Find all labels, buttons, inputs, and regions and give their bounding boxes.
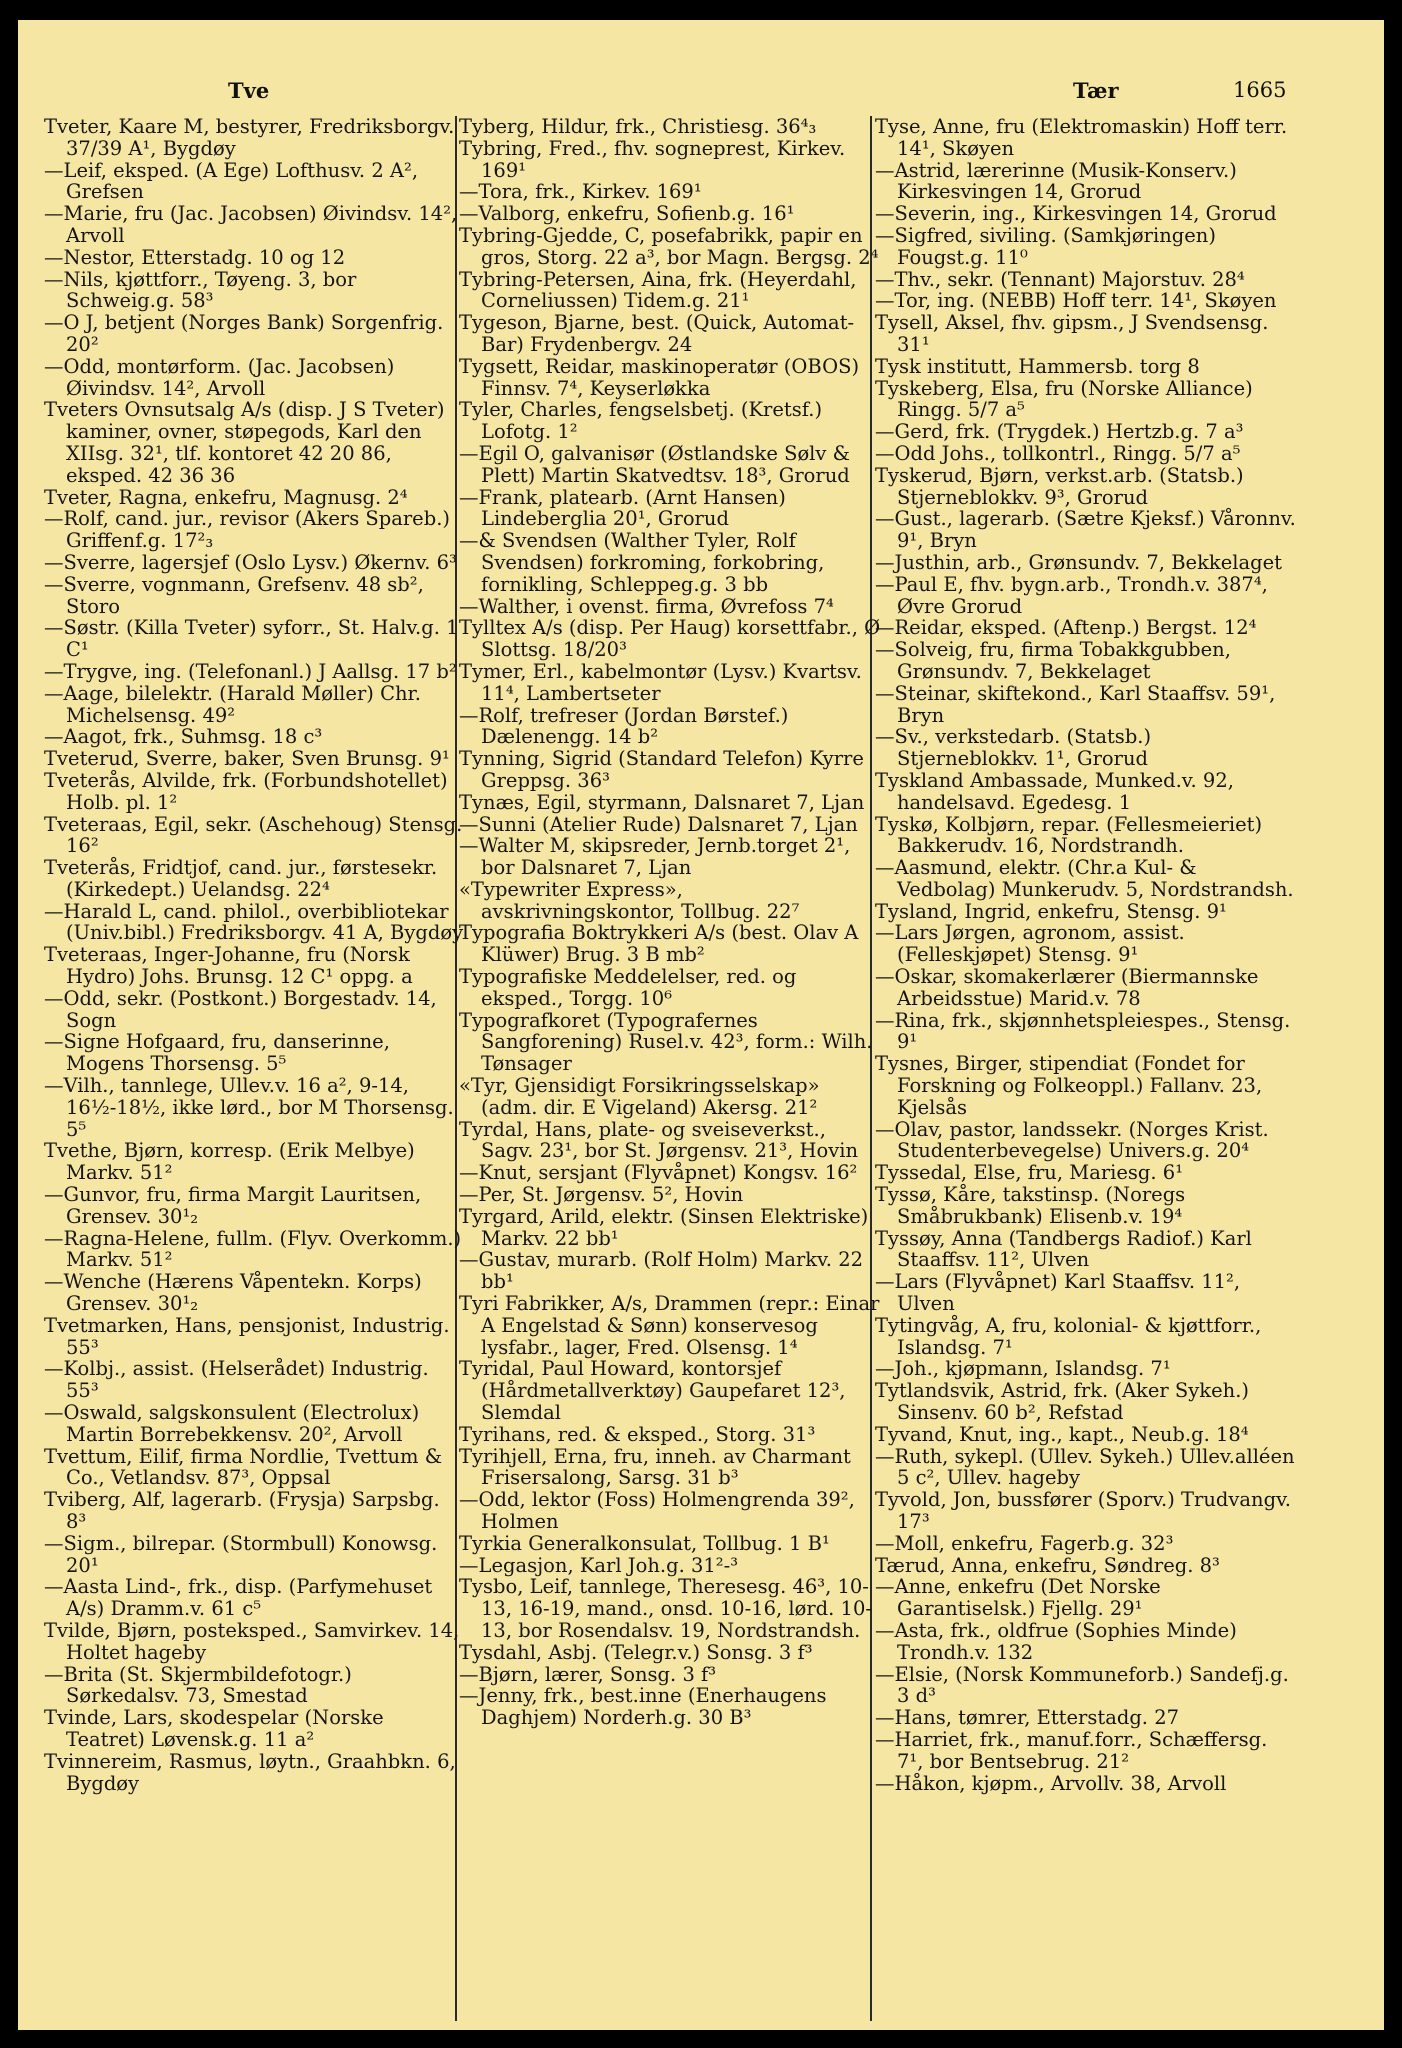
directory-entry: —Harald L, cand. philol., overbibliotekar (Univ.bibl.) Fredriksborgv. 41 A, Bygdøy <box>44 899 464 945</box>
directory-entry: Tveterås, Fridtjof, cand. jur., førstesekr. (Kirkedept.) Uelandsg. 22⁴ <box>44 856 438 901</box>
directory-entry: —Aasmund, elektr. (Chr.a Kul- & Vedbolag) Munkerudv. 5, Nordstrandsh. <box>875 856 1294 901</box>
directory-entry: —Olav, pastor, landssekr. (Norges Krist. Studenterbevegelse) Univers.g. 20⁴ <box>875 1117 1269 1163</box>
directory-entry: Tynning, Sigrid (Standard Telefon) Kyrre Greppsg. 36³ <box>459 747 864 792</box>
directory-entry: Tyberg, Hildur, frk., Christiesg. 36⁴₃ <box>459 116 817 138</box>
directory-entry: —Paul E, fhv. bygn.arb., Trondh.v. 387⁴, Øvre Grorud <box>875 572 1268 618</box>
directory-entry: Tyssøy, Anna (Tandbergs Radiof.) Karl Staaffsv. 11², Ulven <box>875 1226 1252 1272</box>
directory-entry: —Bjørn, lærer, Sonsg. 3 f³ <box>459 1662 717 1686</box>
directory-entry: —Solveig, fru, firma Tobakkgubben, Grønsundv. 7, Bekkelaget <box>875 638 1231 683</box>
directory-entry: —Gust., lagerarb. (Sætre Kjeksf.) Våronnv. 9¹, Bryn <box>875 507 1296 553</box>
directory-entry: Tvilde, Bjørn, posteksped., Samvirkev. 14, Holtet hageby <box>44 1618 460 1664</box>
directory-entry: Tveter, Kaare M, bestyrer, Fredriksborgv. 37/39 A¹, Bygdøy <box>44 116 455 160</box>
directory-entry: Typografiske Meddelelser, red. og eksped., Torgg. 10⁶ <box>459 965 797 1010</box>
header-left-guide-word: Tve <box>228 78 270 103</box>
directory-entry: Tyskerud, Bjørn, verkst.arb. (Statsb.) Stjerneblokkv. 9³, Grorud <box>875 463 1244 509</box>
directory-entry: Tvettum, Eilif, firma Nordlie, Tvettum & Co., Vetlandsv. 87³, Oppsal <box>44 1444 443 1490</box>
directory-entry: Tymer, Erl., kabelmontør (Lysv.) Kvartsv. 11⁴, Lambertseter <box>459 659 862 705</box>
directory-entry: —Sverre, vognmann, Grefsenv. 48 sb², Storo <box>44 572 424 618</box>
directory-entry: —Lars Jørgen, agronom, assist. (Felleskjøpet) Stensg. 9¹ <box>875 921 1185 967</box>
directory-entry: Tygeson, Bjarne, best. (Quick, Automat-Bar) Frydenbergv. 24 <box>459 311 855 356</box>
directory-entry: —Håkon, kjøpm., Arvollv. 38, Arvoll <box>875 1771 1227 1795</box>
directory-entry: —Astrid, lærerinne (Musik-Konserv.) Kirkesvingen 14, Grorud <box>875 158 1237 204</box>
directory-entry: Tviberg, Alf, lagerarb. (Frysja) Sarpsbg. 8³ <box>44 1488 440 1533</box>
directory-entry: —Anne, enkefru (Det Norske Garantiselsk.) Fjellg. 29¹ <box>875 1575 1161 1621</box>
page-number: 1665 <box>1233 78 1287 102</box>
directory-entry: —Sverre, lagersjef (Oslo Lysv.) Økernv. 6³ <box>44 550 457 574</box>
directory-entry: —Odd, lektor (Foss) Holmengrenda 39², Holmen <box>459 1488 855 1533</box>
directory-entry: Tvinde, Lars, skodespelar (Norske Teatret) Løvensk.g. 11 a² <box>44 1706 384 1751</box>
directory-entry: —Walther, i ovenst. firma, Øvrefoss 7⁴ <box>459 594 834 618</box>
directory-entry: —Ruth, sykepl. (Ullev. Sykeh.) Ullev.alléen 5 c², Ullev. hageby <box>875 1444 1295 1490</box>
directory-entry: Tyskø, Kolbjørn, repar. (Fellesmeieriet) Bakkerudv. 16, Nordstrandh. <box>875 812 1263 858</box>
directory-entry: —Hans, tømrer, Etterstadg. 27 <box>875 1706 1180 1730</box>
directory-entry: —Egil O, galvanisør (Østlandske Sølv & Plett) Martin Skatvedtsv. 18³, Grorud <box>459 441 850 487</box>
directory-entry: Tynæs, Egil, styrmann, Dalsnaret 7, Ljan <box>459 790 865 814</box>
directory-entry: Tyri Fabrikker, A/s, Drammen (repr.: Einar A Engelstad & Sønn) konservesog lysfabr., lager, Fred. Olsensg. 1⁴ <box>459 1292 880 1359</box>
directory-entry: —Signe Hofgaard, fru, danserinne, Mogens Thorsensg. 5⁵ <box>44 1030 390 1076</box>
directory-entry: —O J, betjent (Norges Bank) Sorgenfrig. 20² <box>44 311 444 356</box>
directory-entry: —Jenny, frk., best.inne (Enerhaugens Daghjem) Norderh.g. 30 B³ <box>459 1684 827 1730</box>
directory-entry: —Severin, ing., Kirkesvingen 14, Grorud <box>875 202 1277 226</box>
directory-entry: Tveterås, Alvilde, frk. (Forbundshotellet) Holb. pl. 1² <box>44 768 448 814</box>
column-right <box>875 116 1297 2021</box>
directory-entry: —Nestor, Etterstadg. 10 og 12 <box>44 245 346 269</box>
directory-entry: —Gustav, murarb. (Rolf Holm) Markv. 22 bb¹ <box>459 1248 864 1294</box>
directory-entry: Tveterud, Sverre, baker, Sven Brunsg. 9¹ <box>44 747 450 771</box>
directory-entry: —Odd, sekr. (Postkont.) Borgestadv. 14, Sogn <box>44 986 437 1032</box>
header-center-guide-word: Tær <box>1073 78 1119 103</box>
directory-entry: —Marie, fru (Jac. Jacobsen) Øivindsv. 14², Arvoll <box>44 202 458 247</box>
directory-entry: —Legasjon, Karl Joh.g. 31²-³ <box>459 1553 739 1577</box>
directory-entry: «Tyr, Gjensidigt Forsikringsselskap» (adm. dir. E Vigeland) Akersg. 21² <box>459 1074 820 1119</box>
directory-entry: —Asta, frk., oldfrue (Sophies Minde) Trondh.v. 132 <box>875 1618 1237 1664</box>
directory-entry: —Rolf, trefreser (Jordan Børstef.) Dælenengg. 14 b² <box>459 703 789 749</box>
directory-entry: —Vilh., tannlege, Ullev.v. 16 a², 9-14, 16½-18½, ikke lørd., bor M Thorsensg. 5⁵ <box>44 1074 454 1141</box>
directory-entry: —Frank, platearb. (Arnt Hansen) Lindeberglia 20¹, Grorud <box>459 485 786 531</box>
directory-entry: Tyse, Anne, fru (Elektromaskin) Hoff terr. 14¹, Skøyen <box>875 116 1288 160</box>
directory-entry: Tysland, Ingrid, enkefru, Stensg. 9¹ <box>875 899 1227 923</box>
directory-entry: Tysnes, Birger, stipendiat (Fondet for Forskning og Folkeoppl.) Fallanv. 23, Kjelsås <box>875 1052 1263 1119</box>
directory-entry: Tvetmarken, Hans, pensjonist, Industrig. 55³ <box>44 1313 450 1359</box>
directory-entry: Tygsett, Reidar, maskinoperatør (OBOS) Finnsv. 7⁴, Keyserløkka <box>459 354 860 400</box>
directory-entry: —Oskar, skomakerlærer (Biermannske Arbeidsstue) Marid.v. 78 <box>875 965 1259 1010</box>
directory-entry: Typografia Boktrykkeri A/s (best. Olav A Klüwer) Brug. 3 B mb² <box>459 921 859 967</box>
directory-entry: —Ragna-Helene, fullm. (Flyv. Overkomm.) Markv. 51² <box>44 1226 462 1272</box>
directory-entry: Tærud, Anna, enkefru, Søndreg. 8³ <box>875 1553 1220 1577</box>
directory-entry: Tybring, Fred., fhv. sogneprest, Kirkev. 169¹ <box>459 136 846 182</box>
directory-entry: Tyvold, Jon, bussfører (Sporv.) Trudvangv. 17³ <box>875 1488 1291 1533</box>
directory-entry: —Gunvor, fru, firma Margit Lauritsen, Grensev. 30¹₂ <box>44 1183 422 1228</box>
directory-entry: Tveteraas, Inger-Johanne, fru (Norsk Hydro) Johs. Brunsg. 12 C¹ oppg. a <box>44 943 413 989</box>
directory-entry: Tytlandsvik, Astrid, frk. (Aker Sykeh.) Sinsenv. 60 b², Refstad <box>875 1379 1250 1425</box>
directory-entry: —Oswald, salgskonsulent (Electrolux) Martin Borrebekkensv. 20², Arvoll <box>44 1401 420 1446</box>
directory-entry: —& Svendsen (Walther Tyler, Rolf Svendsen) forkroming, forkobring, fornikling, Schleppeg.g. 3 bb <box>459 529 825 596</box>
directory-entry: —Lars (Flyvåpnet) Karl Staaffsv. 11², Ulven <box>875 1270 1241 1316</box>
directory-entry: —Valborg, enkefru, Sofienb.g. 16¹ <box>459 202 795 226</box>
directory-entry: —Odd, montørform. (Jac. Jacobsen) Øivindsv. 14², Arvoll <box>44 354 395 400</box>
directory-entry: Tyssedal, Else, fru, Mariesg. 6¹ <box>875 1161 1184 1185</box>
directory-entry: Tyler, Charles, fengselsbetj. (Kretsf.) Lofotg. 1² <box>459 398 823 444</box>
directory-entry: —Tor, ing. (NEBB) Hoff terr. 14¹, Skøyen <box>875 289 1277 313</box>
directory-entry: —Justhin, arb., Grønsundv. 7, Bekkelaget <box>875 550 1282 574</box>
directory-entry: Tysdahl, Asbj. (Telegr.v.) Sonsg. 3 f³ <box>459 1640 813 1664</box>
directory-entry: Tytingvåg, A, fru, kolonial- & kjøttforr., Islandsg. 7¹ <box>875 1313 1262 1359</box>
directory-entry: Tveteraas, Egil, sekr. (Aschehoug) Stensg. 16² <box>44 812 463 858</box>
directory-entry: —Tora, frk., Kirkev. 169¹ <box>459 180 702 204</box>
directory-entry: Tybring-Petersen, Aina, frk. (Heyerdahl, Corneliussen) Tidem.g. 21¹ <box>459 267 857 313</box>
page-header <box>18 78 1384 114</box>
directory-entry: Tyssø, Kåre, takstinsp. (Noregs Småbrukbank) Elisenb.v. 19⁴ <box>875 1183 1186 1228</box>
directory-entry: Tyskland Ambassade, Munked.v. 92, handelsavd. Egedesg. 1 <box>875 768 1234 814</box>
directory-entry: Tyrdal, Hans, plate- og sveiseverkst., Sagv. 23¹, bor St. Jørgensv. 21³, Hovin <box>459 1117 859 1163</box>
directory-page <box>18 20 1384 2030</box>
directory-entry: Tveter, Ragna, enkefru, Magnusg. 2⁴ <box>44 485 408 509</box>
directory-entry: —Kolbj., assist. (Helserådet) Industrig. 55³ <box>44 1357 429 1403</box>
directory-entry: Tvethe, Bjørn, korresp. (Erik Melbye) Markv. 51² <box>44 1139 415 1185</box>
directory-entry: —Harriet, frk., manuf.forr., Schæffersg. 7¹, bor Bentsebrug. 21² <box>875 1727 1268 1773</box>
directory-entry: —Joh., kjøpmann, Islandsg. 7¹ <box>875 1357 1171 1381</box>
directory-entry: —Odd Johs., tollkontrl., Ringg. 5/7 a⁵ <box>875 441 1241 465</box>
directory-entry: —Leif, eksped. (A Ege) Lofthusv. 2 A², Grefsen <box>44 158 419 204</box>
directory-entry: Typografkoret (Typografernes Sangforening) Rusel.v. 42³, form.: Wilh. Tønsager <box>459 1008 873 1076</box>
directory-entry: —Steinar, skiftekond., Karl Staaffsv. 59¹, Bryn <box>875 681 1276 727</box>
directory-entry: —Aage, bilelektr. (Harald Møller) Chr. Michelsensg. 49² <box>44 681 421 727</box>
directory-entry: —Brita (St. Skjermbildefotogr.) Sørkedalsv. 73, Smestad <box>44 1662 352 1708</box>
directory-entry: Tybring-Gjedde, C, posefabrikk, papir en gros, Storg. 22 a³, bor Magn. Bergsg. 2⁴ <box>459 223 879 269</box>
directory-entry: —Walter M, skipsreder, Jernb.torget 2¹, bor Dalsnaret 7, Ljan <box>459 834 851 880</box>
directory-entry: —Aagot, frk., Suhmsg. 18 c³ <box>44 725 323 749</box>
directory-entry: —Sigm., bilrepar. (Stormbull) Konowsg. 20¹ <box>44 1531 438 1577</box>
directory-entry: Tysbo, Leif, tannlege, Theresesg. 46³, 10-13, 16-19, mand., onsd. 10-16, lørd. 10-13, bor Rosendalsv. 19, Nordstrandsh. <box>459 1575 872 1642</box>
directory-entry: —Søstr. (Killa Tveter) syforr., St. Halv.g. 1 C¹ <box>44 616 459 662</box>
directory-entry: Tyrihjell, Erna, fru, inneh. av Charmant Frisersalong, Sarsg. 31 b³ <box>459 1444 851 1490</box>
directory-entry: —Wenche (Hærens Våpentekn. Korps) Grensev. 30¹₂ <box>44 1270 422 1316</box>
directory-entry: —Rina, frk., skjønnhetspleiespes., Stensg. 9¹ <box>875 1008 1291 1054</box>
directory-entry: —Elsie, (Norsk Kommuneforb.) Sandefj.g. 3 d³ <box>875 1662 1289 1708</box>
directory-entry: Tvinnereim, Rasmus, løytn., Graahbkn. 6, Bygdøy <box>44 1749 456 1795</box>
directory-entry: —Gerd, frk. (Trygdek.) Hertzb.g. 7 a³ <box>875 420 1244 444</box>
column-left <box>44 116 465 2021</box>
directory-entry: Tyrgard, Arild, elektr. (Sinsen Elektriske) Markv. 22 bb¹ <box>459 1204 869 1250</box>
directory-entry: —Moll, enkefru, Fagerb.g. 32³ <box>875 1531 1174 1555</box>
directory-entry: —Reidar, eksped. (Aftenp.) Bergst. 12⁴ <box>875 616 1257 640</box>
directory-entry: —Nils, kjøttforr., Tøyeng. 3, bor Schweig.g. 58³ <box>44 267 357 313</box>
directory-entry: Tyvand, Knut, ing., kapt., Neub.g. 18⁴ <box>875 1422 1249 1446</box>
directory-entry: Tyrkia Generalkonsulat, Tollbug. 1 B¹ <box>459 1531 830 1555</box>
directory-entry: —Aasta Lind-, frk., disp. (Parfymehuset A/s) Dramm.v. 61 c⁵ <box>44 1575 433 1621</box>
directory-entry: —Sigfred, siviling. (Samkjøringen) Fougst.g. 11⁰ <box>875 223 1216 269</box>
directory-entry: —Per, St. Jørgensv. 5², Hovin <box>459 1183 744 1207</box>
directory-entry: Tysell, Aksel, fhv. gipsm., J Svendsensg. 31¹ <box>875 311 1269 356</box>
directory-entry: —Sv., verkstedarb. (Statsb.) Stjerneblokkv. 1¹, Grorud <box>875 725 1152 771</box>
directory-entry: «Typewriter Express», avskrivningskontor, Tollbug. 22⁷ <box>459 877 800 923</box>
directory-entry: Tyridal, Paul Howard, kontorsjef (Hårdmetallverktøy) Gaupefaret 12³, Slemdal <box>459 1357 846 1425</box>
column-middle <box>459 116 882 2021</box>
directory-entry: Tysk institutt, Hammersb. torg 8 <box>875 354 1200 378</box>
directory-entry: —Sunni (Atelier Rude) Dalsnaret 7, Ljan <box>459 812 858 836</box>
directory-entry: —Rolf, cand. jur., revisor (Akers Spareb.) Griffenf.g. 17²₃ <box>44 507 451 553</box>
directory-entry: Tyrihans, red. & eksped., Storg. 31³ <box>459 1422 816 1446</box>
directory-entry: Tveters Ovnsutsalg A/s (disp. J S Tveter) kaminer, ovner, støpegods, Karl den XIIsg. 32¹, tlf. kontoret 42 20 86, eksped. 42 36 36 <box>44 398 445 487</box>
directory-entry: —Knut, sersjant (Flyvåpnet) Kongsv. 16² <box>459 1161 858 1185</box>
directory-entry: —Thv., sekr. (Tennant) Majorstuv. 28⁴ <box>875 267 1245 291</box>
directory-entry: —Trygve, ing. (Telefonanl.) J Aallsg. 17 b² <box>44 659 457 683</box>
directory-entry: Tylltex A/s (disp. Per Haug) korsettfabr., Ø Slottsg. 18/20³ <box>459 616 881 662</box>
directory-entry: Tyskeberg, Elsa, fru (Norske Alliance) Ringg. 5/7 a⁵ <box>875 376 1253 422</box>
